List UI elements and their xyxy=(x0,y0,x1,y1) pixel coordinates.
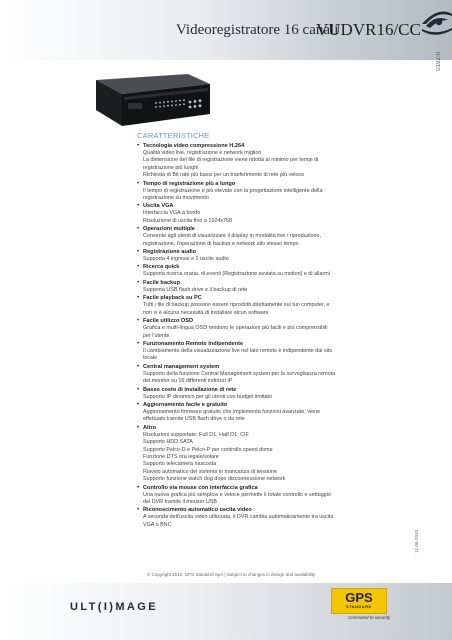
feature-line: del DVR tramite il mouser USB xyxy=(143,499,217,505)
feature-item xyxy=(137,202,412,225)
feature-line: Supporto della funzione Central Management system per la sorveglianza remota xyxy=(143,370,336,377)
dvr-product-image xyxy=(92,70,212,130)
section-title: CARATTERISTICHE xyxy=(137,131,210,140)
feature-line: Risoluzione di uscita fino a 1924x768 xyxy=(143,217,233,224)
feature-title: • Tempo di registrazione più a lungo xyxy=(143,180,236,187)
feature-line: Il tempo di registrazione è più elevato con la progettazione intelligente della xyxy=(143,187,323,194)
feature-title: • Uscita VGA xyxy=(143,203,174,210)
feature-item xyxy=(137,401,412,424)
feature-line: Supporta USB flash drive e il backup di rete xyxy=(143,286,248,293)
feature-line: Supporta 4 ingressi e 2 uscite audio xyxy=(143,256,229,263)
feature-line: A seconda dell'uscita video utilizzata, il DVR cambia automaticamente tra uscita xyxy=(143,514,334,521)
feature-item xyxy=(137,294,412,317)
feature-item xyxy=(137,142,412,180)
feature-title: • Central management system xyxy=(143,363,220,370)
feature-line: del monitor su 16 differenti indirizzi IP xyxy=(143,378,233,385)
copyright-text: © Copyright 2010, GPS Standard SpA | Subject to changes in design and availability xyxy=(147,572,316,577)
feature-item xyxy=(137,424,412,484)
feature-line: registrazione più lunghi xyxy=(143,164,199,171)
feature-line: Qualità video live, registrazione e network migliori xyxy=(143,150,262,156)
date-label: 11-06-2010 xyxy=(414,530,419,553)
feature-title: • Tecnologia video compressione H.264 xyxy=(143,143,245,149)
feature-line: Supporta ricerca oraria, di eventi (Registrazione avviata su motion) e di allarmi xyxy=(143,271,330,278)
feature-item xyxy=(137,248,412,263)
feature-title: • Facile backup xyxy=(143,279,180,286)
feature-line: Supporto funzione watch dog dopo disconnessione network xyxy=(143,476,286,483)
feature-item xyxy=(137,506,412,529)
feature-title: • Funzionamento Remoto indipendente xyxy=(143,340,244,347)
feature-item xyxy=(137,386,412,401)
feature-line: Supporto HDD SATA xyxy=(143,439,193,446)
feature-line: Il cambiamento della visualizzazione live nel lato remoto è indipendente dal sito xyxy=(143,347,333,354)
slogan: Commited to security xyxy=(348,615,391,620)
feature-line: non vi è alcuna necessità di installare alcun software xyxy=(143,309,269,316)
feature-line: Supporto telecamera nascosta xyxy=(143,461,217,468)
feature-item xyxy=(137,263,412,278)
feature-title: • Aggiornamento facile e gratuito xyxy=(143,401,228,408)
feature-item xyxy=(137,180,412,203)
feature-line: Supporto Pelco-D e Pelco-P per controllo speed dome xyxy=(143,446,273,453)
feature-line: registrazione su movimento xyxy=(143,195,209,202)
feature-line: effettuato tramite USB flash drive o da rete xyxy=(143,416,245,423)
ultimage-logo: ULT(I)MAGE xyxy=(70,601,158,613)
feature-title: • Altro xyxy=(143,424,157,431)
feature-line: Interfaccia VGA a bordo xyxy=(143,210,201,217)
page-title: Videoregistratore 16 canali xyxy=(176,22,339,38)
gps-logo-text: GPS xyxy=(345,590,373,605)
product-code: VUDVR16/CC xyxy=(316,20,421,39)
feature-item xyxy=(137,317,412,340)
gps-standard-text: STANDARD xyxy=(346,605,372,609)
side-code: 0192-0 xyxy=(436,52,442,71)
feature-item xyxy=(137,279,412,294)
feature-line: Supporto IP dinamico per gli utenti con budget limitato xyxy=(143,393,273,400)
features-list xyxy=(137,142,412,529)
feature-line: Funzione DTS ora legale/solare xyxy=(143,453,219,460)
feature-title: • Facile playback su PC xyxy=(143,295,202,302)
feature-item xyxy=(137,363,412,386)
feature-line: Risoluzioni supportate: Full D1, Half D1, CIF xyxy=(143,431,249,438)
feature-line: Grafica e multi-lingua OSD rendono le operazioni più facili e più comprensibili xyxy=(143,325,328,332)
feature-line: Consente agli utenti di visualizzare il display in modalità live / riproduzione, xyxy=(143,233,321,240)
feature-title: • Operazioni multiple xyxy=(143,226,195,233)
feature-line: Aggiornamento firmware gratuito che implementa funzioni avanzate, viene xyxy=(143,408,321,415)
feature-title: • Ricerca quick xyxy=(143,264,180,271)
feature-title: • Registrazione audio xyxy=(143,249,197,256)
feature-line: VGA o BNC xyxy=(143,521,172,528)
feature-line: Tutti i file di backup possono essere riprodotti direttamente sul tuo computer, e xyxy=(143,302,330,309)
feature-line: locale xyxy=(143,355,158,362)
features-section xyxy=(137,131,412,529)
feature-line: Una nuova grafica più semplice e veloce permette il totale controllo e settaggio xyxy=(143,491,331,498)
feature-title: • Facile utilizzo OSD xyxy=(143,318,194,325)
eye-logo-icon xyxy=(412,2,452,42)
feature-title: • Controllo via mouse con interfaccia grafica xyxy=(143,484,258,491)
feature-title: • Basso costo di installazione di rete xyxy=(143,386,237,393)
feature-line: Riavvio automatico del sistema in mancanza di tensione xyxy=(143,468,277,475)
feature-line: Richiesta di Bit rate più bassi per un trasferimento di rete più veloce xyxy=(143,172,305,179)
feature-line: La dimensione del file di registrazione viene ridotta al minimo per tempi di xyxy=(143,157,319,164)
feature-item xyxy=(137,225,412,248)
feature-item xyxy=(137,484,412,507)
feature-line: registrazione, l'operazione di backup e network allo stesso tempo xyxy=(143,240,299,247)
feature-line: per l'utente xyxy=(143,332,170,339)
feature-title: • Riconoscimento automatico uscita video xyxy=(143,507,252,514)
feature-item xyxy=(137,340,412,363)
gps-standard-logo xyxy=(331,588,387,614)
